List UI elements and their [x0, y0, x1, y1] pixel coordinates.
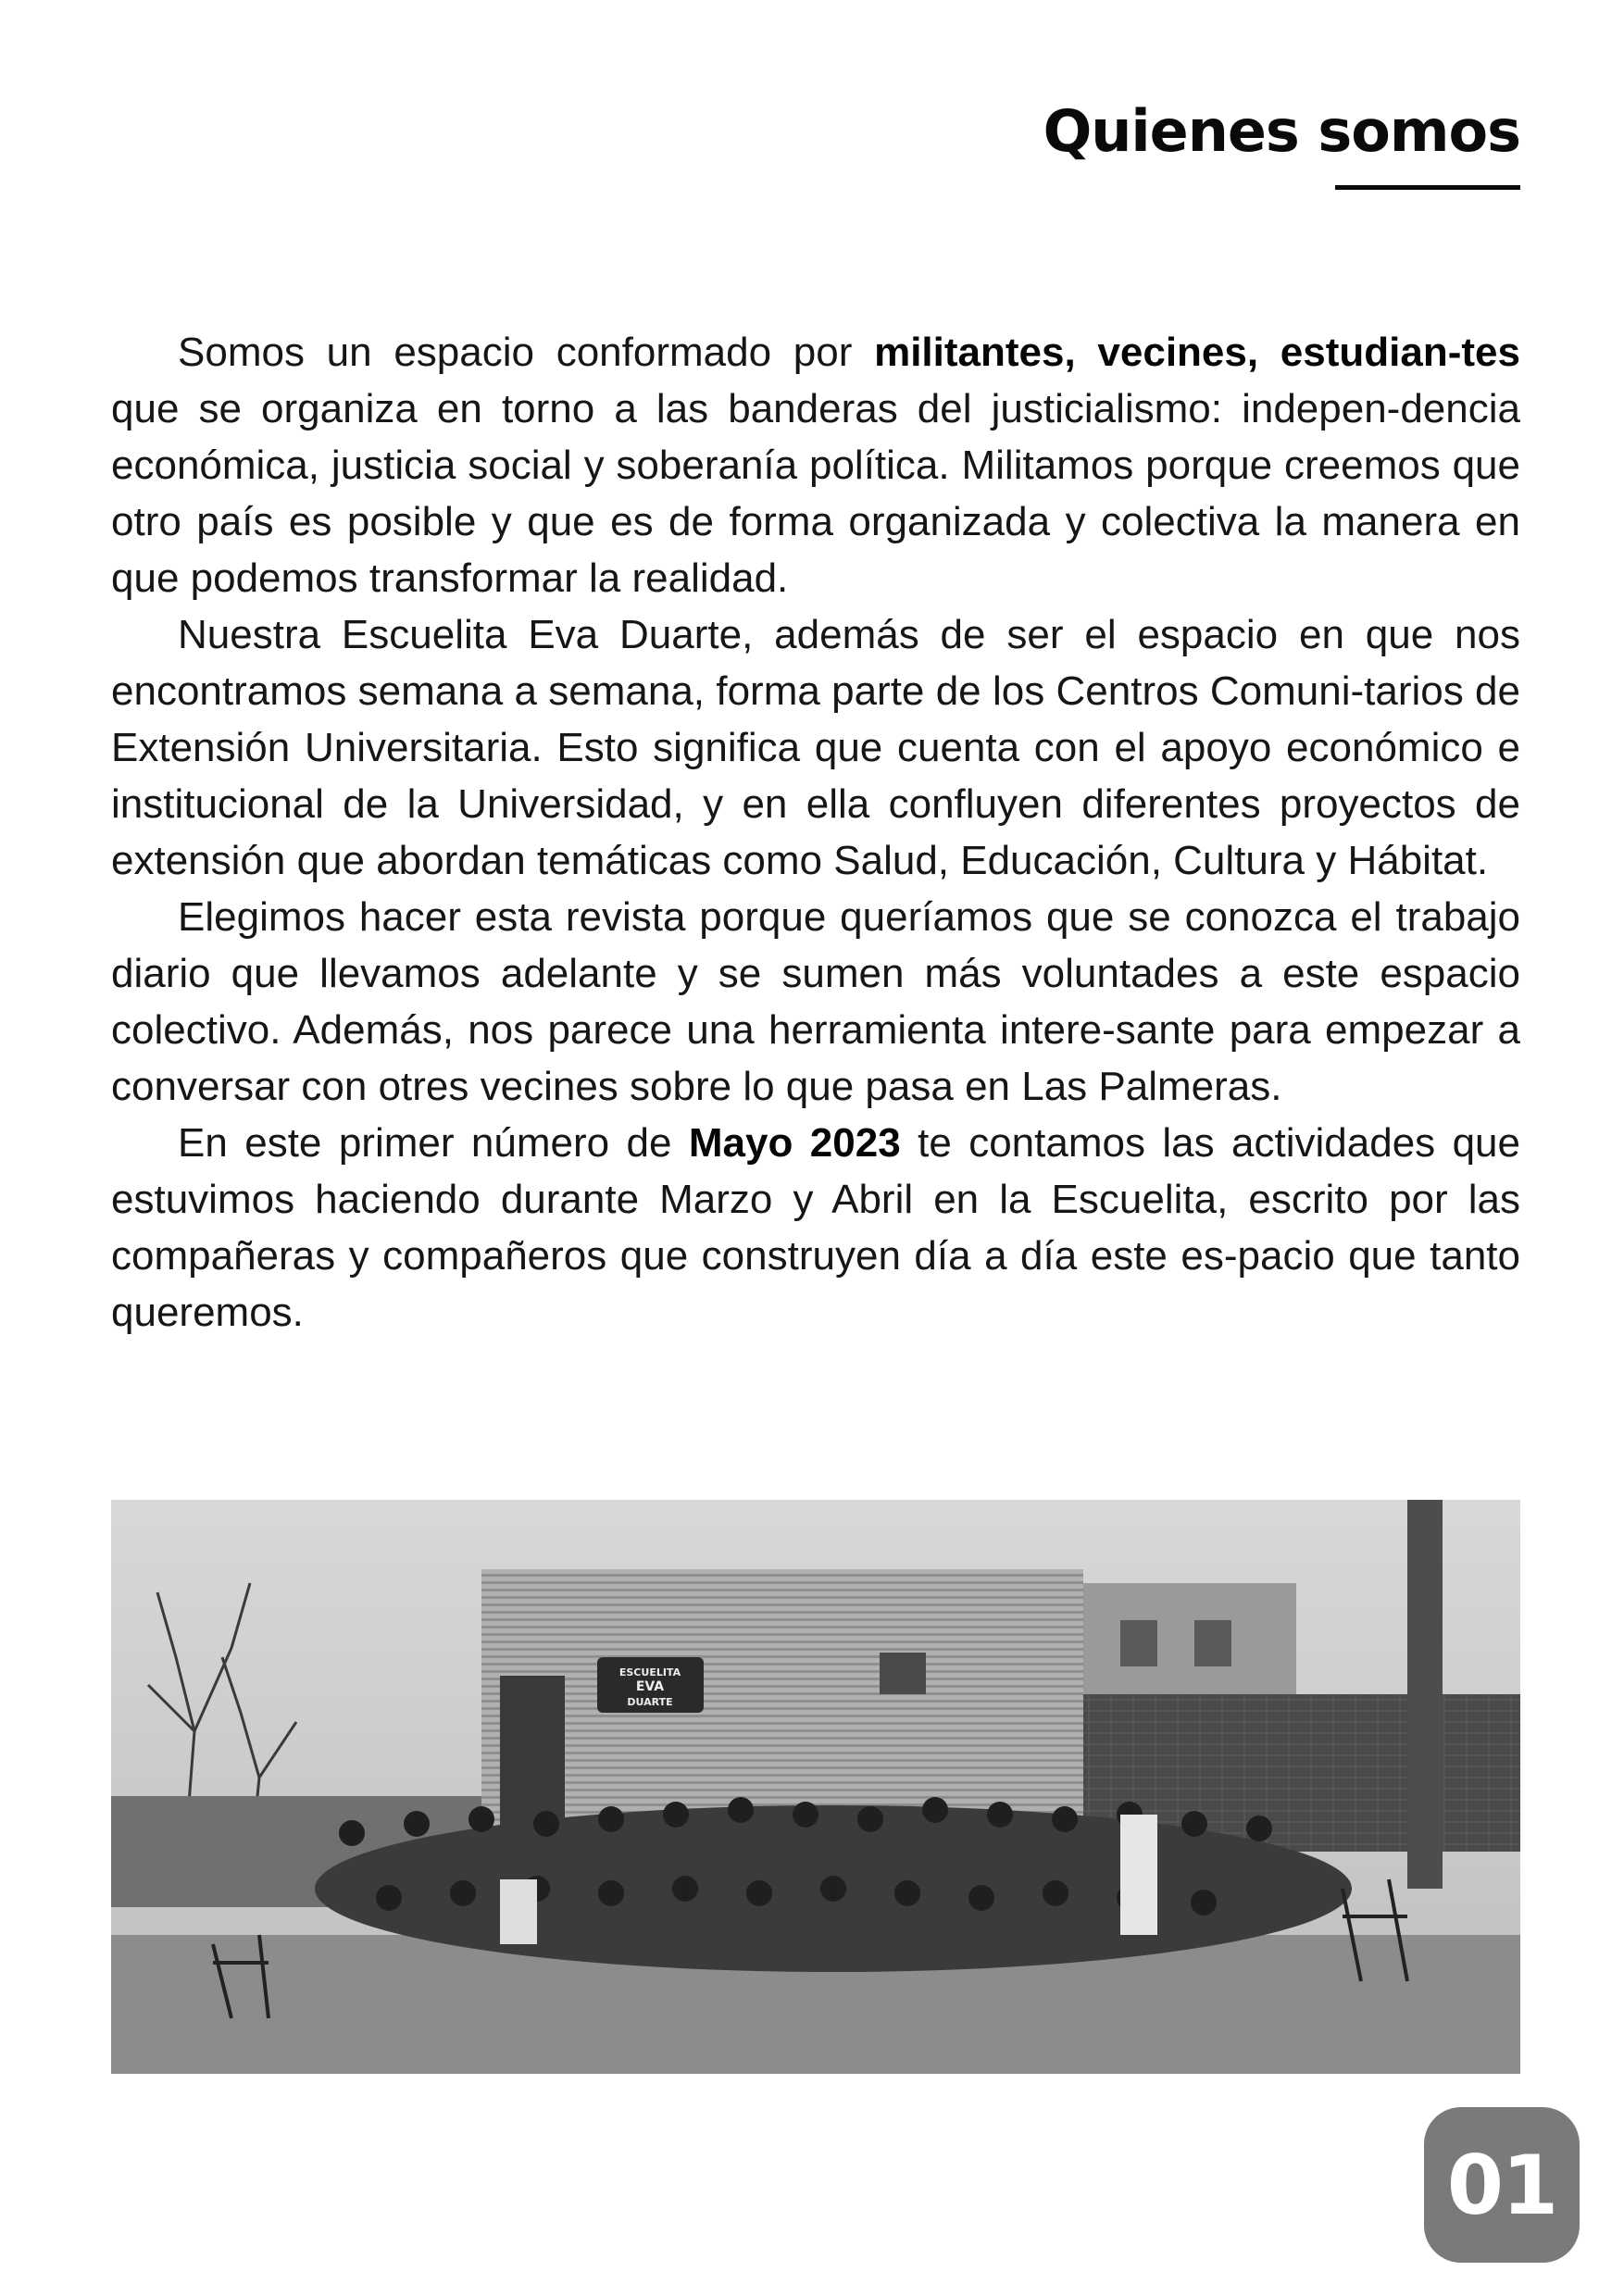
shed-sign — [597, 1657, 704, 1713]
bold-phrase: militantes, vecines, estudian-tes — [874, 330, 1520, 375]
back-building — [1074, 1583, 1296, 1703]
page-number-badge: 01 — [1424, 2107, 1580, 2263]
paragraph-3: Elegimos hacer esta revista porque queríamos que se conozca el trabajo diario que llevamos adelante y se sumen más voluntades a este espacio colectivo. Además, nos parece una herramienta intere-sante para empezar a conversar con otres vecines sobre lo que pasa en Las Palmeras. — [111, 894, 1520, 1109]
paragraph-4: En este primer número de Mayo 2023 te contamos las actividades que estuvimos haciendo durante Marzo y Abril en la Escuelita, escrito por las compañeras y compañeros que construyen día a día este es-pacio que tanto queremos. — [111, 1120, 1521, 1335]
svg-text:ESCUELITA: ESCUELITA — [618, 1666, 681, 1678]
people-group — [315, 1797, 1352, 1972]
page-title: Quienes somos — [1043, 97, 1520, 165]
utility-pole — [1407, 1500, 1443, 1889]
title-underline — [1335, 185, 1520, 190]
svg-text:EVA: EVA — [635, 1679, 665, 1694]
paragraph-2: Nuestra Escuelita Eva Duarte, además de ser el espacio en que nos encontramos semana a semana, forma parte de los Centros Comuni-tarios de Extensión Universitaria. Esto significa que cuenta con el apoyo económico e institucional de la Universidad, y en ella confluyen diferentes proyectos de extensión que abordan temáticas como Salud, Educación, Cultura y Hábitat. — [111, 612, 1520, 883]
svg-text:DUARTE: DUARTE — [627, 1696, 673, 1708]
paragraph-1: Somos un espacio conformado por militantes, vecines, estudian-tes que se organiza en torno a las banderas del justicialismo: indepen-dencia económica, justicia social y soberanía política. Militamos porque creemos que otro país es posible y que es de forma organizada y colectiva la manera en que podemos transformar la realidad. — [111, 330, 1520, 601]
group-photo — [111, 1500, 1520, 2074]
bold-phrase: Mayo 2023 — [688, 1120, 901, 1166]
shed-picture — [880, 1653, 926, 1694]
article-body — [111, 324, 1520, 1341]
